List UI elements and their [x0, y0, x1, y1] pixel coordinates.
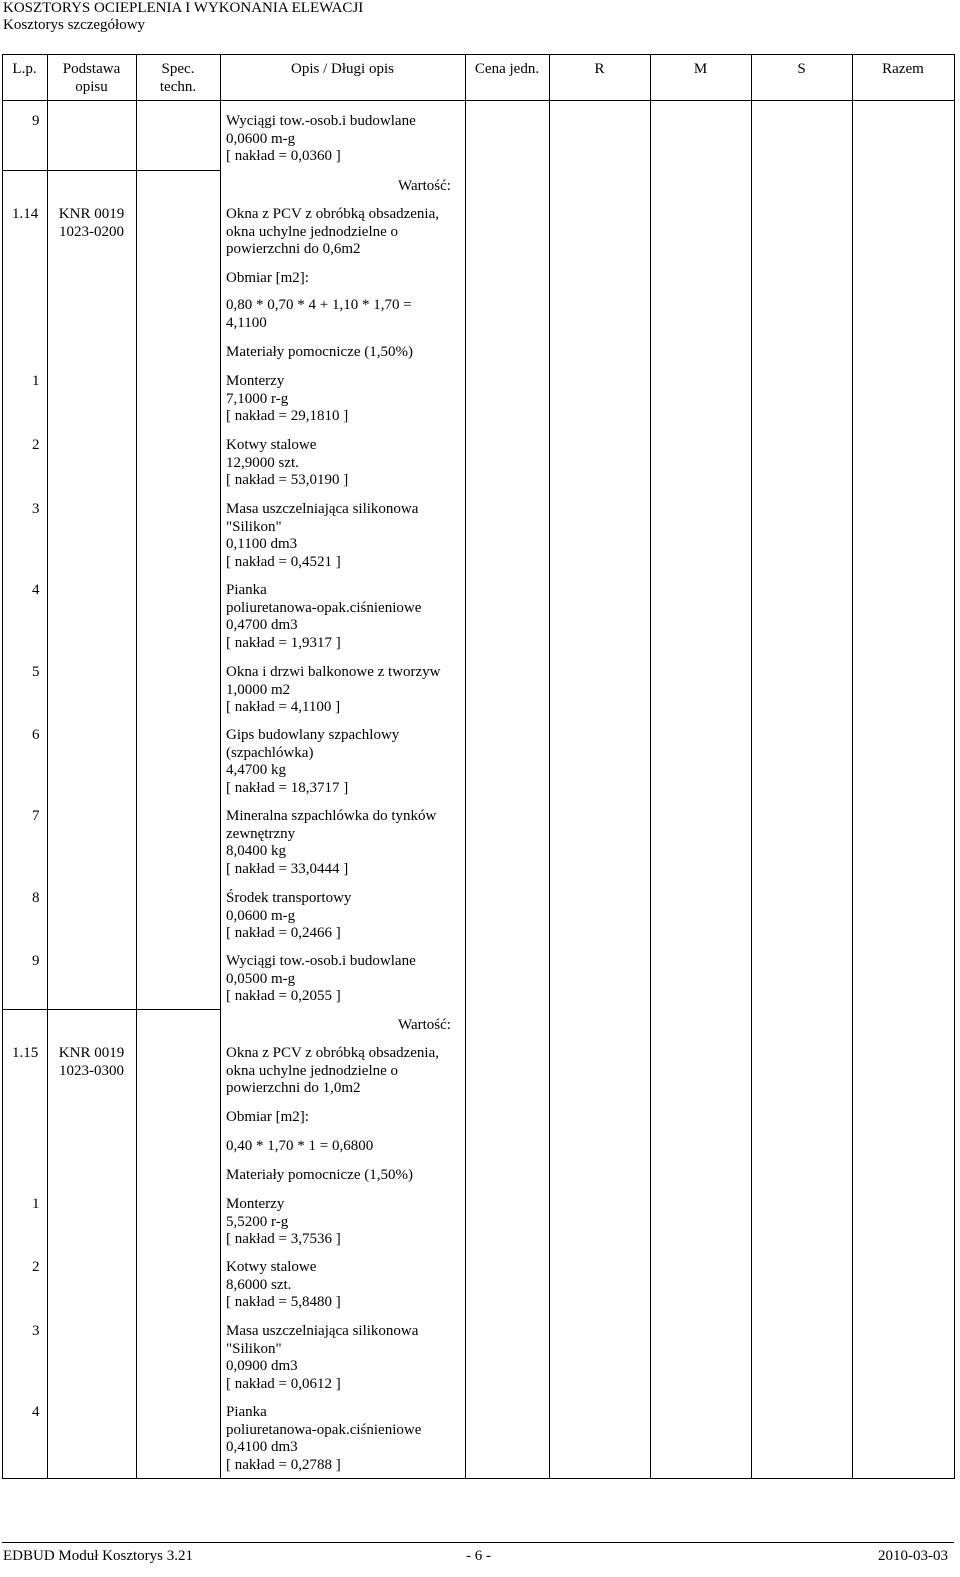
item-description: Mineralna szpachlówka do tynków zewnętrzny 8,0400 kg [ nakład = 33,0444 ] — [226, 808, 437, 877]
item-description: Kotwy stalowe 8,6000 szt. [ nakład = 5,8480 ] — [226, 1259, 341, 1310]
item-number: 1 — [32, 373, 40, 389]
item-description: Wyciągi tow.-osob.i budowlane 0,0600 m-g [ nakład = 0,0360 ] — [226, 113, 416, 164]
header-s: S — [797, 61, 806, 77]
footer-date: 2010-03-03 — [878, 1548, 948, 1564]
item-number: 6 — [32, 727, 40, 743]
item-number: 5 — [32, 664, 40, 680]
position-lp: 1.14 — [12, 206, 39, 222]
header-razem: Razem — [882, 61, 924, 77]
header-r: R — [594, 61, 605, 77]
header-cena: Cena jedn. — [474, 61, 540, 77]
obmiar-formula: 0,40 * 1,70 * 1 = 0,6800 — [226, 1138, 374, 1154]
item-description: Monterzy 7,1000 r-g [ nakład = 29,1810 ] — [226, 373, 349, 424]
materials-aux-label: Materiały pomocnicze (1,50%) — [226, 344, 414, 360]
header-opis: Opis / Długi opis — [291, 61, 394, 77]
item-number: 4 — [32, 582, 40, 598]
item-number: 2 — [32, 437, 40, 453]
item-number: 2 — [32, 1259, 40, 1275]
item-description: Kotwy stalowe 12,9000 szt. [ nakład = 53,0190 ] — [226, 437, 349, 488]
item-description: Okna i drzwi balkonowe z tworzyw 1,0000 m2 [ nakład = 4,1100 ] — [226, 664, 441, 715]
footer-page-number: - 6 - — [466, 1548, 491, 1564]
header-m: M — [693, 61, 708, 77]
position-code: KNR 0019 1023-0200 — [58, 206, 125, 240]
item-description: Pianka poliuretanowa-opak.ciśnieniowe 0,4700 dm3 [ nakład = 1,9317 ] — [226, 582, 422, 651]
item-number: 4 — [32, 1404, 40, 1420]
header-lp: L.p. — [12, 61, 37, 77]
obmiar-label: Obmiar [m2]: — [226, 1109, 309, 1125]
item-description: Monterzy 5,5200 r-g [ nakład = 3,7536 ] — [226, 1196, 341, 1247]
item-description: Wyciągi tow.-osob.i budowlane 0,0500 m-g [ nakład = 0,2055 ] — [226, 953, 416, 1004]
obmiar-formula: 0,80 * 0,70 * 4 + 1,10 * 1,70 = 4,1100 — [226, 297, 412, 331]
item-description: Masa uszczelniająca silikonowa "Silikon" 0,1100 dm3 [ nakład = 0,4521 ] — [226, 501, 419, 570]
item-description: Środek transportowy 0,0600 m-g [ nakład = 0,2466 ] — [226, 890, 352, 941]
item-description: Pianka poliuretanowa-opak.ciśnieniowe 0,4100 dm3 [ nakład = 0,2788 ] — [226, 1404, 422, 1473]
header-spec: Spec. techn. — [159, 61, 197, 95]
wartosc-label: Wartość: — [398, 1017, 451, 1033]
materials-aux-label: Materiały pomocnicze (1,50%) — [226, 1167, 414, 1183]
obmiar-label: Obmiar [m2]: — [226, 270, 309, 286]
header-podstawa: Podstawa opisu — [62, 61, 121, 95]
item-description: Gips budowlany szpachlowy (szpachlówka) 4,4700 kg [ nakład = 18,3717 ] — [226, 727, 400, 796]
item-number: 9 — [32, 953, 40, 969]
item-number: 8 — [32, 890, 40, 906]
document-subtitle: Kosztorys szczegółowy — [3, 17, 146, 33]
position-description: Okna z PCV z obróbką obsadzenia, okna uchylne jednodzielne o powierzchni do 0,6m2 — [226, 206, 440, 257]
document-title: KOSZTORYS OCIEPLENIA I WYKONANIA ELEWACJI — [3, 0, 364, 16]
position-code: KNR 0019 1023-0300 — [58, 1045, 125, 1079]
footer-software: EDBUD Moduł Kosztorys 3.21 — [3, 1548, 193, 1564]
wartosc-label: Wartość: — [398, 178, 451, 194]
item-description: Masa uszczelniająca silikonowa "Silikon" 0,0900 dm3 [ nakład = 0,0612 ] — [226, 1323, 419, 1392]
position-description: Okna z PCV z obróbką obsadzenia, okna uchylne jednodzielne o powierzchni do 1,0m2 — [226, 1045, 440, 1096]
item-number: 1 — [32, 1196, 40, 1212]
item-number: 9 — [32, 113, 40, 129]
item-number: 3 — [32, 1323, 40, 1339]
position-lp: 1.15 — [12, 1045, 39, 1061]
item-number: 3 — [32, 501, 40, 517]
item-number: 7 — [32, 808, 40, 824]
